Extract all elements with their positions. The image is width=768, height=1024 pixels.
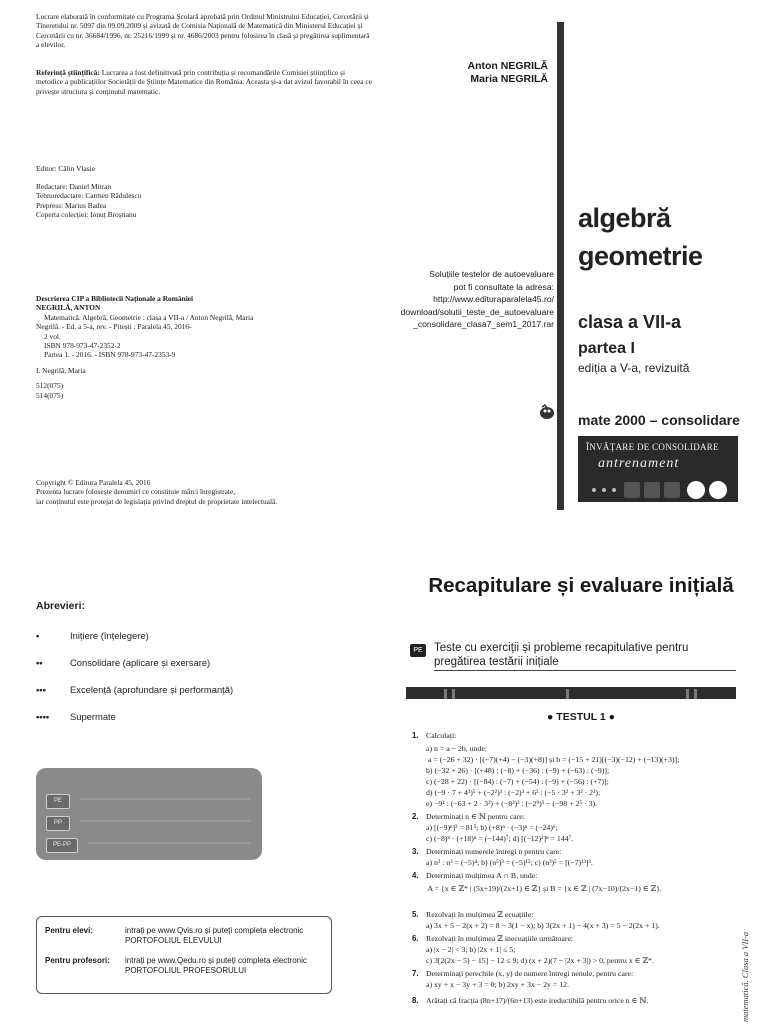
legend-line xyxy=(80,798,250,800)
cip-line: Negrilă. - Ed. a 5-a, rev. - Pitești : Paralela 45, 2016- xyxy=(36,322,192,332)
exercise-line xyxy=(412,847,752,857)
exercise-subline xyxy=(412,799,752,809)
pill-pe-pp: PE-PP xyxy=(46,838,78,853)
cip-line: ISBN 978-973-47-2352-2 xyxy=(44,341,121,351)
exercise-subline xyxy=(412,858,752,868)
exercise-line xyxy=(412,871,752,881)
exercise-number: 4. xyxy=(412,871,419,880)
banner-top-text: ÎNVĂȚARE DE CONSOLIDARE xyxy=(586,442,719,452)
exercise-subline xyxy=(412,834,752,844)
copyright-line: Copyright © Editura Paralela 45, 2016 xyxy=(36,478,151,487)
abbrev-title: Abrevieri: xyxy=(36,600,86,612)
cover-series: mate 2000 – consolidare xyxy=(578,412,740,428)
exercise-text: Determinați mulțimea A ∩ B, unde: xyxy=(426,871,538,880)
copyright-block xyxy=(36,478,372,506)
abbrev-text: Supermate xyxy=(70,711,116,722)
exercise-number: 2. xyxy=(412,812,419,821)
solutions-note xyxy=(390,268,554,331)
exercise-subline xyxy=(412,956,752,966)
exercise-text: Rezolvați în mulțimea ℤ ecuațiile: xyxy=(426,910,534,919)
exercise-text: Rezolvați în mulțimea ℤ inecuațiile următoare: xyxy=(426,934,574,943)
cover-class: clasa a VII-a xyxy=(578,312,682,332)
exercise-text: a) |x − 2| < 3; b) |2x + 1| ≤ 5; xyxy=(426,945,516,954)
contact-line: intrați pe www.Qvis.ro și puteți completa electronic xyxy=(125,926,304,935)
abbrev-text: Consolidare (aplicare și exersare) xyxy=(70,657,211,668)
referent-text: Lucrarea a fost definitivată prin contribuția și recomandările Comisiei științifice și metodice a publicațiilor Societății de Științe Matematice din România. Aceasta și-a dat avizul favorabil în ceea ce privește structura și conținutul matematic. xyxy=(36,68,372,96)
exercise-subline xyxy=(412,884,752,894)
staff-list xyxy=(36,182,141,220)
exercise-text: Determinați n ∈ ℕ pentru care: xyxy=(426,812,525,821)
cip-line: Matematică. Algebră, Geometrie : clasa a VII-a / Anton Negrilă, Maria xyxy=(44,312,254,322)
exercise-subline xyxy=(412,980,752,990)
exercise-subline xyxy=(412,744,752,754)
test-subtitle: pregătirea testării inițiale xyxy=(434,656,559,668)
imprint-intro: Lucrare elaborată în conformitate cu Programa Școlară aprobată prin Ordinul Ministrului Educației, Cercetării și Tineretului nr. 5097 din 09.09.2009 și avizată de Comisia Națională de Matematică din Ministerul Educației și Cercetării cu nr. 36684/1996, nr. 25216/1999 și nr. 4686/2003 pentru folosirea în clasă și pregătirea suplimentară a elevilor. xyxy=(36,12,370,50)
legend-line xyxy=(88,842,250,844)
cover-part: partea I xyxy=(578,340,635,357)
cip-line: I. Negrilă, Maria xyxy=(36,365,86,375)
exercise-number: 7. xyxy=(412,969,419,978)
cip-line: 2 vol. xyxy=(44,331,61,341)
author-name: Maria NEGRILĂ xyxy=(470,73,548,85)
abbrev-item xyxy=(36,657,210,668)
exercise-subline xyxy=(412,823,752,833)
exercise-line xyxy=(412,969,752,979)
author-name: Anton NEGRILĂ xyxy=(467,60,548,72)
recap-title: Recapitulare și evaluare inițială xyxy=(428,574,734,597)
cip-line: Partea 1. - 2016. - ISBN 978-973-47-2353-9 xyxy=(44,350,176,360)
referent-label: Referință științifică: xyxy=(36,68,100,77)
exercise-text: a) n = a − 2b, unde: xyxy=(426,744,487,753)
exercise-text: Calculați: xyxy=(426,731,457,740)
cip-line: 514(075) xyxy=(36,390,64,400)
exercise-line xyxy=(412,731,752,741)
imprint-referent xyxy=(36,68,372,96)
legend-line xyxy=(80,820,250,822)
contact-box xyxy=(36,916,332,994)
cover-banner xyxy=(578,436,738,502)
solutions-line: http://www.edituraparalela45.ro/ xyxy=(433,294,554,305)
exercise-text: Determinați numerele întregi n pentru care: xyxy=(426,847,562,856)
side-running-title xyxy=(726,926,766,1022)
side-running-text: matematică. Clasa a VII-a xyxy=(740,931,750,1022)
subtitle-rule xyxy=(434,670,736,671)
exercise-subline xyxy=(412,788,752,798)
cip-line: 512(075) xyxy=(36,381,64,391)
copyright-line: iar conținutul este protejat de legislația privind dreptul de proprietate intelectuală. xyxy=(36,496,278,506)
exercise-line xyxy=(412,812,752,822)
legend-gray-box xyxy=(36,768,262,860)
contact-label: Pentru elevi: xyxy=(45,926,94,935)
staff-line: Coperta colecției: Ionuț Broștianu xyxy=(36,210,137,220)
exercise-number: 8. xyxy=(412,996,419,1005)
authors xyxy=(440,60,548,86)
test-heading: ● TESTUL 1 ● xyxy=(547,711,615,723)
exercise-text: Arătați că fracția (8n+17)/(6n+13) este ireductibilă pentru orice n ∈ ℕ. xyxy=(426,996,649,1005)
mascot-icon xyxy=(538,404,556,420)
abbrev-bullet: • xyxy=(36,630,40,641)
abbrev-bullet: •• xyxy=(36,657,43,668)
section-bar xyxy=(406,687,736,699)
banner-script-text: antrenament xyxy=(598,456,680,471)
exercise-text: a) 3x + 5 − 2(x + 2) = 8 − 3(1 − x); b) 3(2x + 1) − 4(x + 3) = 5 − 2(2x + 1). xyxy=(426,921,660,930)
exercise-line xyxy=(412,910,752,920)
exercise-subline xyxy=(412,921,752,931)
exercise-text: a = (−26 + 32) · [(−7)(+4) − (−3)(+8)] și b = (−15 + 21)[(−3)(−12) + (−13)(+3)]; xyxy=(426,755,680,764)
staff-line: Tehnoredactare: Carmen Rădulescu xyxy=(36,191,142,201)
solutions-line: _consolidare_clasa7_sem1_2017.rar xyxy=(413,319,554,330)
staff-line: Redactare: Daniel Mitran xyxy=(36,182,112,191)
cover-title-geometrie: geometrie xyxy=(578,241,703,271)
exercise-number: 1. xyxy=(412,731,419,740)
exercise-text: c) (−8)ⁿ · (+18)ⁿ = (−144)⁷; d) [(−12)²]ⁿ = 144⁷. xyxy=(426,834,574,843)
abbrev-bullet: ••• xyxy=(36,684,46,695)
exercise-number: 6. xyxy=(412,934,419,943)
abbrev-text: Inițiere (înțelegere) xyxy=(70,630,149,641)
section-bar-marks xyxy=(406,688,736,700)
solutions-line: pot fi consultate la adresa: xyxy=(453,281,554,292)
banner-decoration-icon xyxy=(584,478,734,500)
contact-label: Pentru profesori: xyxy=(45,956,110,965)
cip-line: NEGRILĂ, ANTON xyxy=(36,303,101,313)
exercise-number: 5. xyxy=(412,910,419,919)
exercise-text: a) xy + x − 3y + 3 = 0; b) 2xy + 3x − 2y = 12. xyxy=(426,980,569,989)
copyright-line: Prezenta lucrare folosește denumiri ce constituie mărci înregistrate, xyxy=(36,487,236,497)
solutions-line: Soluțiile testelor de autoevaluare xyxy=(429,269,554,279)
pill-pp: PP xyxy=(46,816,70,831)
contact-line: PORTOFOLIUL ELEVULUI xyxy=(125,936,222,945)
pe-badge: PE xyxy=(410,644,426,657)
solutions-line: download/solutii_teste_de_autoevaluare xyxy=(400,306,554,317)
exercise-number: 3. xyxy=(412,847,419,856)
exercise-line xyxy=(412,996,752,1006)
exercise-subline xyxy=(412,777,752,787)
staff-line: Prepress: Marius Badea xyxy=(36,200,107,210)
cover-spine-bar xyxy=(557,22,564,510)
exercise-text: a) [(−9)ⁿ]² = 81⁵; b) (+8)ⁿ · (−3)ⁿ = (−24)⁶; xyxy=(426,823,558,832)
exercise-text: d) (−9 · 7 + 4³)⁵ + (−2²)³ : (−2)³ + 6² : (−5 · 3² + 3² · 2²); xyxy=(426,788,601,797)
exercise-text: A = {x ∈ ℤ* | (5x+19)/(2x+1) ∈ ℤ} și B = {x ∈ ℤ | (7x−10)/(2x−1) ∈ ℤ}. xyxy=(426,884,662,893)
exercise-subline xyxy=(412,766,752,776)
exercise-text: a) n³ : n³ = (−5)⁴; b) (n⁵)³ = (−5)¹⁵; c) (n³)⁵ = [(−7)¹³]³. xyxy=(426,858,593,867)
test-subtitle: Teste cu exerciții și probleme recapitulative pentru xyxy=(434,642,689,654)
cip-block xyxy=(36,294,372,400)
cover-title-algebra: algebră xyxy=(578,203,671,233)
abbrev-item xyxy=(36,684,233,695)
exercise-subline xyxy=(412,755,752,765)
abbrev-item xyxy=(36,630,149,641)
exercise-subline xyxy=(412,945,752,955)
exercise-text: c) 3[2(2x − 5) − 15] − 12 ≤ 9; d) (x + 2)(7 − |2x + 3|) > 0, pentru x ∈ ℤ*. xyxy=(426,956,654,965)
exercise-line xyxy=(412,934,752,944)
exercise-text: c) (−28 + 22) · [(−84) : (−7) + (−54) : (−9) + (−56) : (+7)]; xyxy=(426,777,609,786)
contact-line: intrați pe www.Qedu.ro și puteți completa electronic xyxy=(125,956,307,965)
exercise-text: b) (−32 + 26) · [(+48) : (−8) + (−36) : (−9) + (−63) : (−9)]; xyxy=(426,766,610,775)
exercise-text: Determinați perechile (x, y) de numere întregi nenule, pentru care: xyxy=(426,969,634,978)
exercise-text: e) −9² : (−63 + 2 · 3²) + (−8³)³ : (−2⁹)³ − (−98 + 2⁵ · 3). xyxy=(426,799,598,808)
abbrev-text: Excelență (aprofundare și performanță) xyxy=(70,684,234,695)
abbrev-item xyxy=(36,711,116,722)
cover-edition: ediția a V-a, revizuită xyxy=(578,361,690,375)
cip-line: Descrierea CIP a Bibliotecii Naționale a României xyxy=(36,294,194,303)
contact-line: PORTOFOLIUL PROFESORULUI xyxy=(125,966,247,975)
pill-pe: PE xyxy=(46,794,70,809)
abbrev-bullet: •••• xyxy=(36,711,50,722)
editor-line: Editor: Călin Vlasie xyxy=(36,164,95,173)
